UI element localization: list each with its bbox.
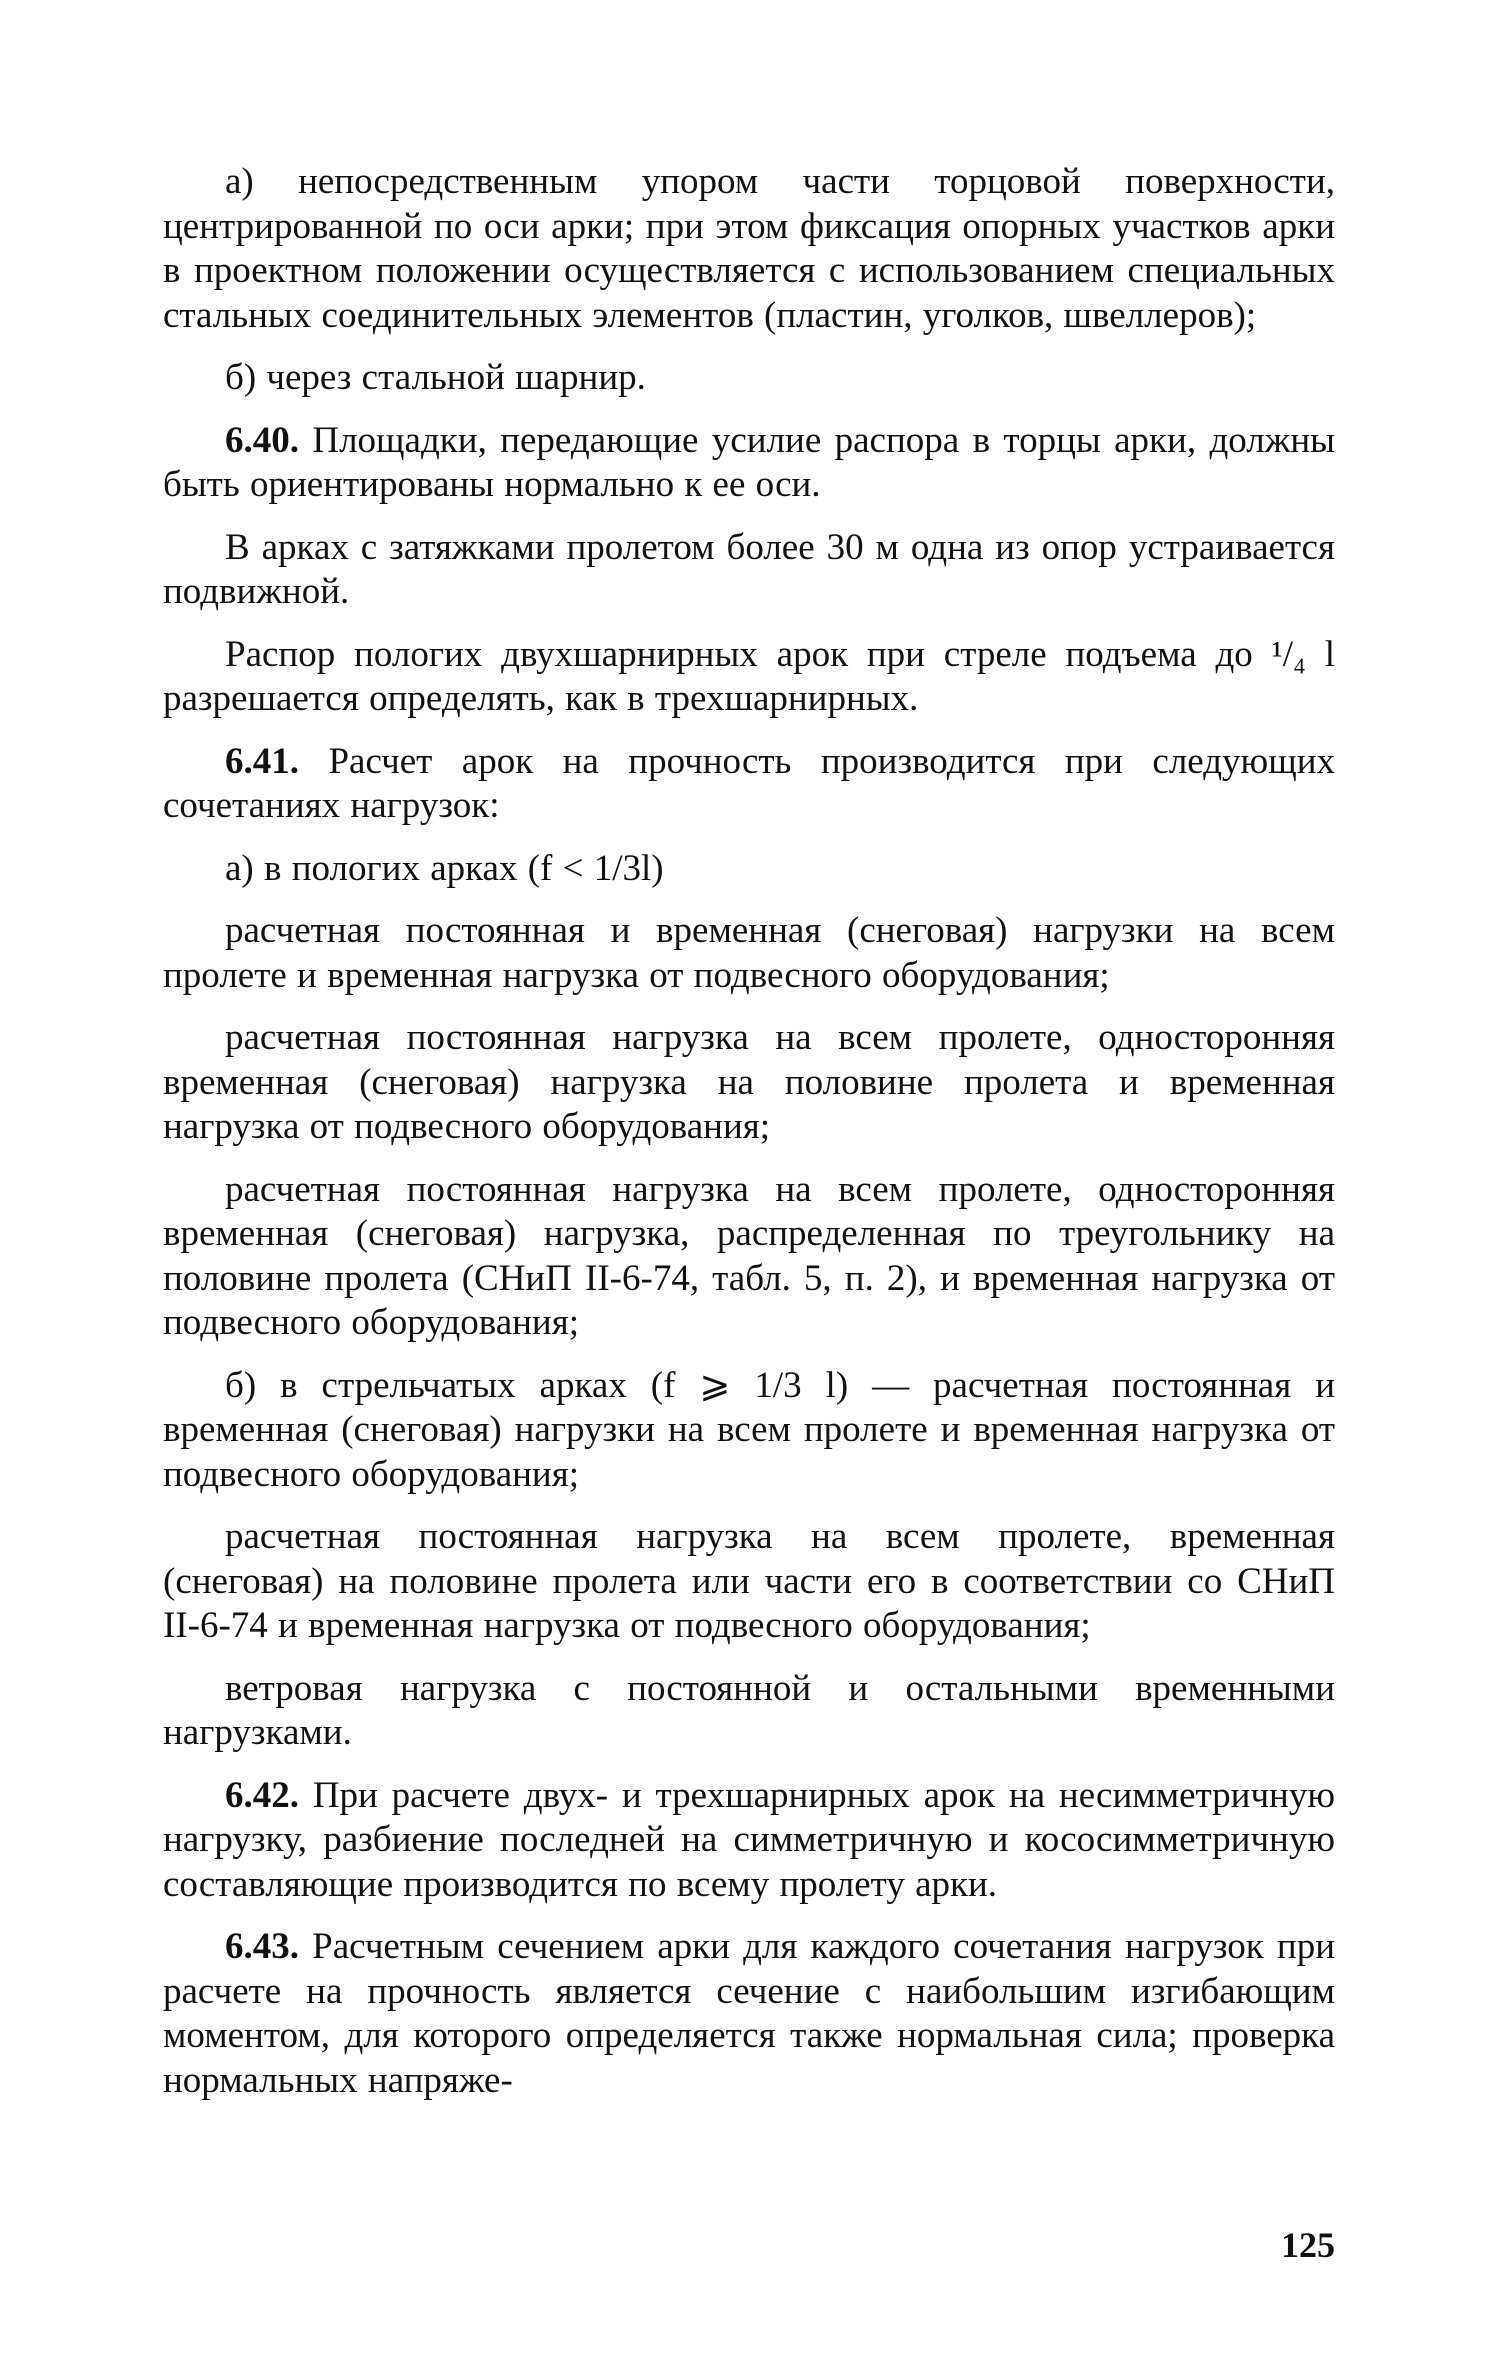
paragraph-movable-support: В арках с затяжками пролетом более 30 м одна из опор устраивается подвижной. bbox=[163, 526, 1335, 612]
paragraph-load-combo-1: расчетная постоянная и временная (снеговая) нагрузки на всем пролете и временная нагрузка от подвесного оборудования; bbox=[163, 910, 1335, 996]
paragraph-pointed-arches: б) в стрельчатых арках (f ⩾ 1/3 l) — расчетная постоянная и временная (снеговая) нагрузки на всем пролете и временная нагрузка от подвесного оборудования; bbox=[163, 1364, 1335, 1495]
paragraph-load-combo-3: расчетная постоянная нагрузка на всем пролете, односторонняя временная (снеговая) нагрузка, распределенная по треугольнику на половине пролета (СНиП II-6-74, табл. 5, п. 2), и временная нагрузка от подвесного оборудования; bbox=[163, 1168, 1335, 1343]
clause-number: 6.42. bbox=[225, 1774, 299, 1816]
paragraph-a: а) непосредственным упором части торцовой поверхности, центрированной по оси арки; при этом фиксация опорных участков арки в проектном положении осуществляется с использованием специальных стальных соединительных элементов (пластин, уголков, швеллеров); bbox=[163, 161, 1335, 336]
paragraph-6-42: 6.42. При расчете двух- и трехшарнирных арок на несимметричную нагрузку, разбиение последней на симметричную и кососимметричную составляющие производится по всему пролету арки. bbox=[163, 1774, 1335, 1905]
clause-number: 6.40. bbox=[225, 419, 299, 461]
paragraph-load-combo-4: расчетная постоянная нагрузка на всем пролете, временная (снеговая) на половине пролета или части его в соответствии со СНиП II-6-74 и временная нагрузка от подвесного оборудования; bbox=[163, 1516, 1335, 1646]
clause-number: 6.43. bbox=[225, 1926, 299, 1967]
clause-number: 6.41. bbox=[225, 740, 299, 782]
paragraph-thrust: Распор пологих двухшарнирных арок при стреле подъема до ¹/₄ l разрешается определять, как в трехшарнирных. bbox=[163, 633, 1335, 719]
paragraph-6-40: 6.40. Площадки, передающие усилие распора в торцы арки, должны быть ориентированы нормально к ее оси. bbox=[163, 419, 1335, 505]
paragraph-flat-arches: а) в пологих арках (f < 1/3l) bbox=[225, 847, 664, 889]
paragraph-6-41: 6.41. Расчет арок на прочность производится при следующих сочетаниях нагрузок: bbox=[163, 740, 1335, 826]
page-number: 125 bbox=[1281, 2225, 1335, 2265]
paragraph-b: б) через стальной шарнир. bbox=[225, 357, 646, 398]
paragraph-load-combo-2: расчетная постоянная нагрузка на всем пролете, односторонняя временная (снеговая) нагрузка на половине пролета и временная нагрузка от подвесного оборудования; bbox=[163, 1017, 1335, 1147]
paragraph-wind-load: ветровая нагрузка с постоянной и остальными временными нагрузками. bbox=[163, 1667, 1335, 1753]
page-body bbox=[163, 160, 1335, 2121]
paragraph-6-43: 6.43. Расчетным сечением арки для каждого сочетания нагрузок при расчете на прочность является сечение с наибольшим изгибающим моментом, для которого определяется также нормальная сила; проверка нормальных напряже- bbox=[163, 1926, 1335, 2101]
